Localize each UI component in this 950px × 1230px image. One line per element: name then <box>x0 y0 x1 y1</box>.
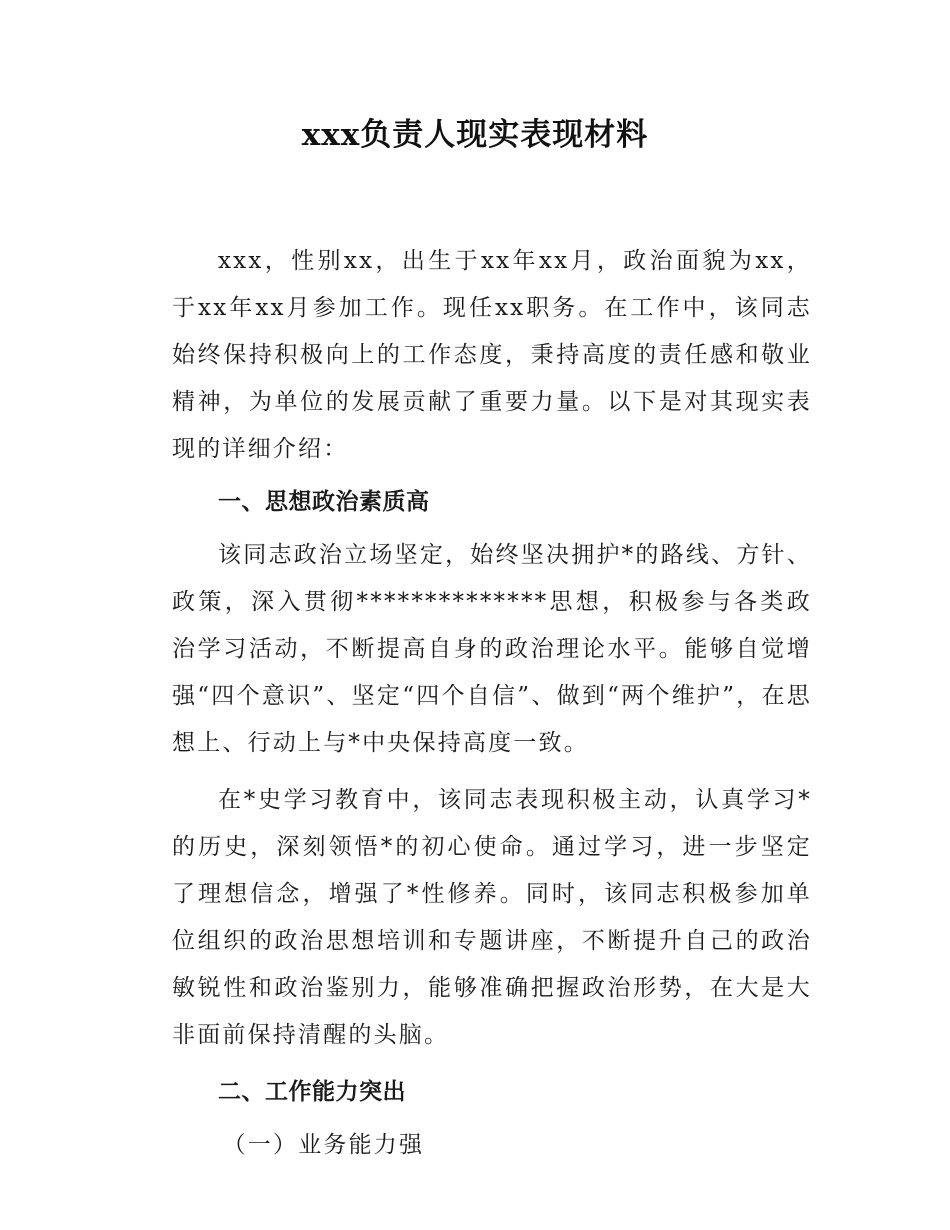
document-body <box>172 238 812 1169</box>
body-paragraph-2: 在*史学习教育中，该同志表现积极主动，认真学习*的历史，深刻领悟*的初心使命。通过学习，进一步坚定了理想信念，增强了*性修养。同时，该同志积极参加单位组织的政治思想培训和专题讲座，不断提升自己的政治敏锐性和政治鉴别力，能够准确把握政治形势，在大是大非面前保持清醒的头脑。 <box>172 787 812 1048</box>
body-paragraph-1: 该同志政治立场坚定，始终坚决拥护*的路线、方针、政策，深入贯彻**************思想，积极参与各类政治学习活动，不断提高自身的政治理论水平。能够自觉增强“四个意识”、坚定“四个自信”、做到“两个维护”，在思想上、行动上与*中央保持高度一致。 <box>172 542 812 756</box>
document-title: xxx负责人现实表现材料 <box>301 117 649 153</box>
section-heading-1: 一、思想政治素质高 <box>218 489 430 515</box>
subsection-heading-1: （一）业务能力强 <box>222 1132 425 1158</box>
intro-paragraph: xxx，性别xx，出生于xx年xx月，政治面貌为xx，于xx年xx月参加工作。现任xx职务。在工作中，该同志始终保持积极向上的工作态度，秉持高度的责任感和敬业精神，为单位的发展贡献了重要力量。以下是对其现实表现的详细介绍： <box>172 248 812 462</box>
section-heading-2: 二、工作能力突出 <box>218 1079 406 1105</box>
